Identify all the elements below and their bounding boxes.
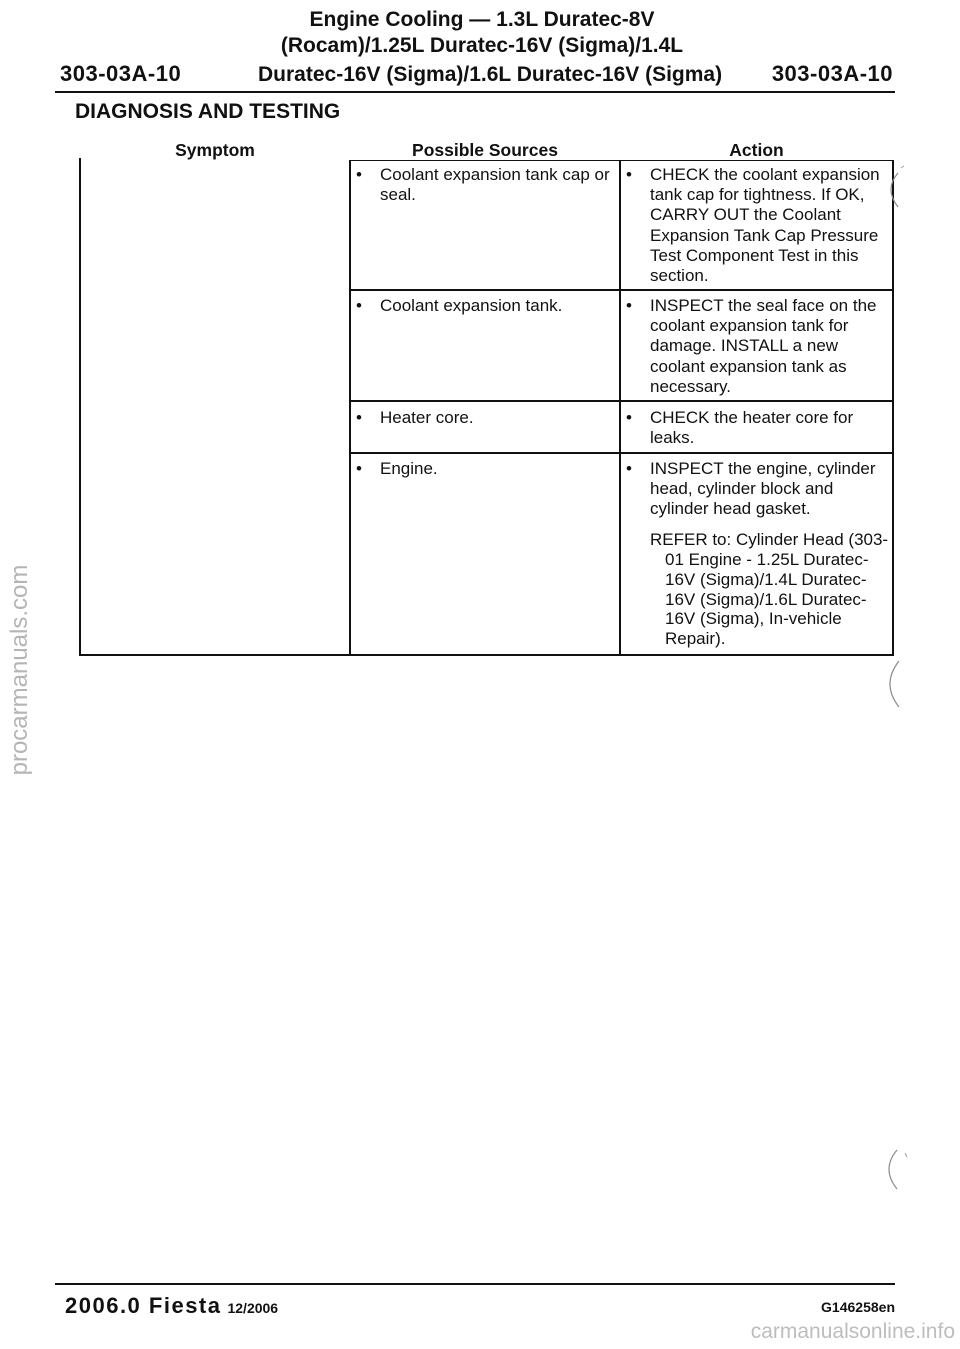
source-line: Heater core. <box>380 408 474 427</box>
bullet: • <box>626 296 632 315</box>
bullet: • <box>626 459 632 478</box>
source-line: Coolant expansion tank. <box>380 296 563 315</box>
row-separator <box>349 400 894 402</box>
action-line: Test Component Test in this <box>650 245 859 265</box>
bullet: • <box>356 408 362 427</box>
watermark-corner: carmanualsonline.info <box>750 1320 955 1343</box>
refer-line: REFER to: Cylinder Head (303- <box>650 530 889 550</box>
table-row-3-sources <box>356 408 474 428</box>
bullet: • <box>626 165 632 184</box>
column-header-symptom: Symptom <box>175 140 255 160</box>
column-header-sources: Possible Sources <box>412 140 558 160</box>
page-code-right: 303-03A-10 <box>771 61 893 86</box>
table-row-1-action <box>626 165 880 286</box>
scan-mark <box>890 661 899 707</box>
action-line: necessary. <box>650 376 731 396</box>
column-header-action: Action <box>729 140 784 160</box>
action-line: leaks. <box>650 428 695 448</box>
table-row-4-action <box>626 459 888 649</box>
title-line-1: Engine Cooling — 1.3L Duratec-8V <box>309 8 655 31</box>
bullet: • <box>626 408 632 427</box>
scan-mark <box>905 1153 907 1157</box>
action-line: CHECK the coolant expansion <box>650 165 880 184</box>
refer-line: 01 Engine - 1.25L Duratec- <box>665 550 869 569</box>
table-border-left <box>79 158 81 656</box>
title-line-3: Duratec-16V (Sigma)/1.6L Duratec-16V (Sigma) <box>258 63 723 86</box>
action-line: cylinder head gasket. <box>650 499 811 519</box>
row-separator <box>349 289 894 291</box>
bullet: • <box>356 459 362 478</box>
table-row-2-action <box>626 296 876 397</box>
section-title: DIAGNOSIS AND TESTING <box>75 100 341 123</box>
action-line: CARRY OUT the Coolant <box>650 205 841 225</box>
footer-doc-code: G146258en <box>821 1299 895 1315</box>
table-border-right <box>892 160 894 656</box>
action-line: INSPECT the seal face on the <box>650 296 877 315</box>
title-line-2: (Rocam)/1.25L Duratec-16V (Sigma)/1.4L <box>280 34 684 57</box>
action-line: coolant expansion tank for <box>650 316 849 336</box>
table-row-2-sources <box>356 296 562 316</box>
table-row-4-sources <box>356 459 438 479</box>
refer-line: 16V (Sigma), In-vehicle <box>665 609 842 629</box>
footer-edition <box>65 1293 278 1319</box>
page-code-left: 303-03A-10 <box>60 61 182 86</box>
action-line: section. <box>650 266 709 286</box>
footer-rule <box>55 1283 895 1285</box>
action-line: head, cylinder block and <box>650 479 834 499</box>
refer-line: 16V (Sigma)/1.4L Duratec- <box>665 569 867 589</box>
footer-model: 2006.0 Fiesta <box>65 1293 222 1318</box>
table-row-1-sources <box>356 165 610 205</box>
source-line: Engine. <box>380 459 438 478</box>
action-line: coolant expansion tank as <box>650 356 847 376</box>
refer-line: 16V (Sigma)/1.6L Duratec- <box>665 589 867 609</box>
footer-date: 12/2006 <box>227 1300 279 1316</box>
bullet: • <box>356 165 362 184</box>
table-border-top <box>349 160 894 161</box>
table-divider-action <box>619 160 621 656</box>
header-rule <box>55 91 895 93</box>
source-line: Coolant expansion tank cap or <box>380 165 610 184</box>
scan-mark <box>889 1150 897 1189</box>
source-line: seal. <box>380 185 416 205</box>
action-line: INSPECT the engine, cylinder <box>650 459 876 478</box>
row-separator <box>349 452 894 454</box>
action-line: CHECK the heater core for <box>650 408 854 427</box>
table-border-bottom <box>79 654 894 656</box>
table-divider-sources <box>349 160 351 656</box>
action-line: tank cap for tightness. If OK, <box>650 185 865 205</box>
action-line: damage. INSTALL a new <box>650 336 839 356</box>
watermark-side: procarmanuals.com <box>6 564 33 776</box>
scan-mark <box>901 166 904 168</box>
action-line: Expansion Tank Cap Pressure <box>650 225 879 245</box>
refer-line: Repair). <box>665 629 726 649</box>
refer-paragraph <box>650 530 888 649</box>
bullet: • <box>356 296 362 315</box>
table-row-3-action <box>626 408 853 448</box>
